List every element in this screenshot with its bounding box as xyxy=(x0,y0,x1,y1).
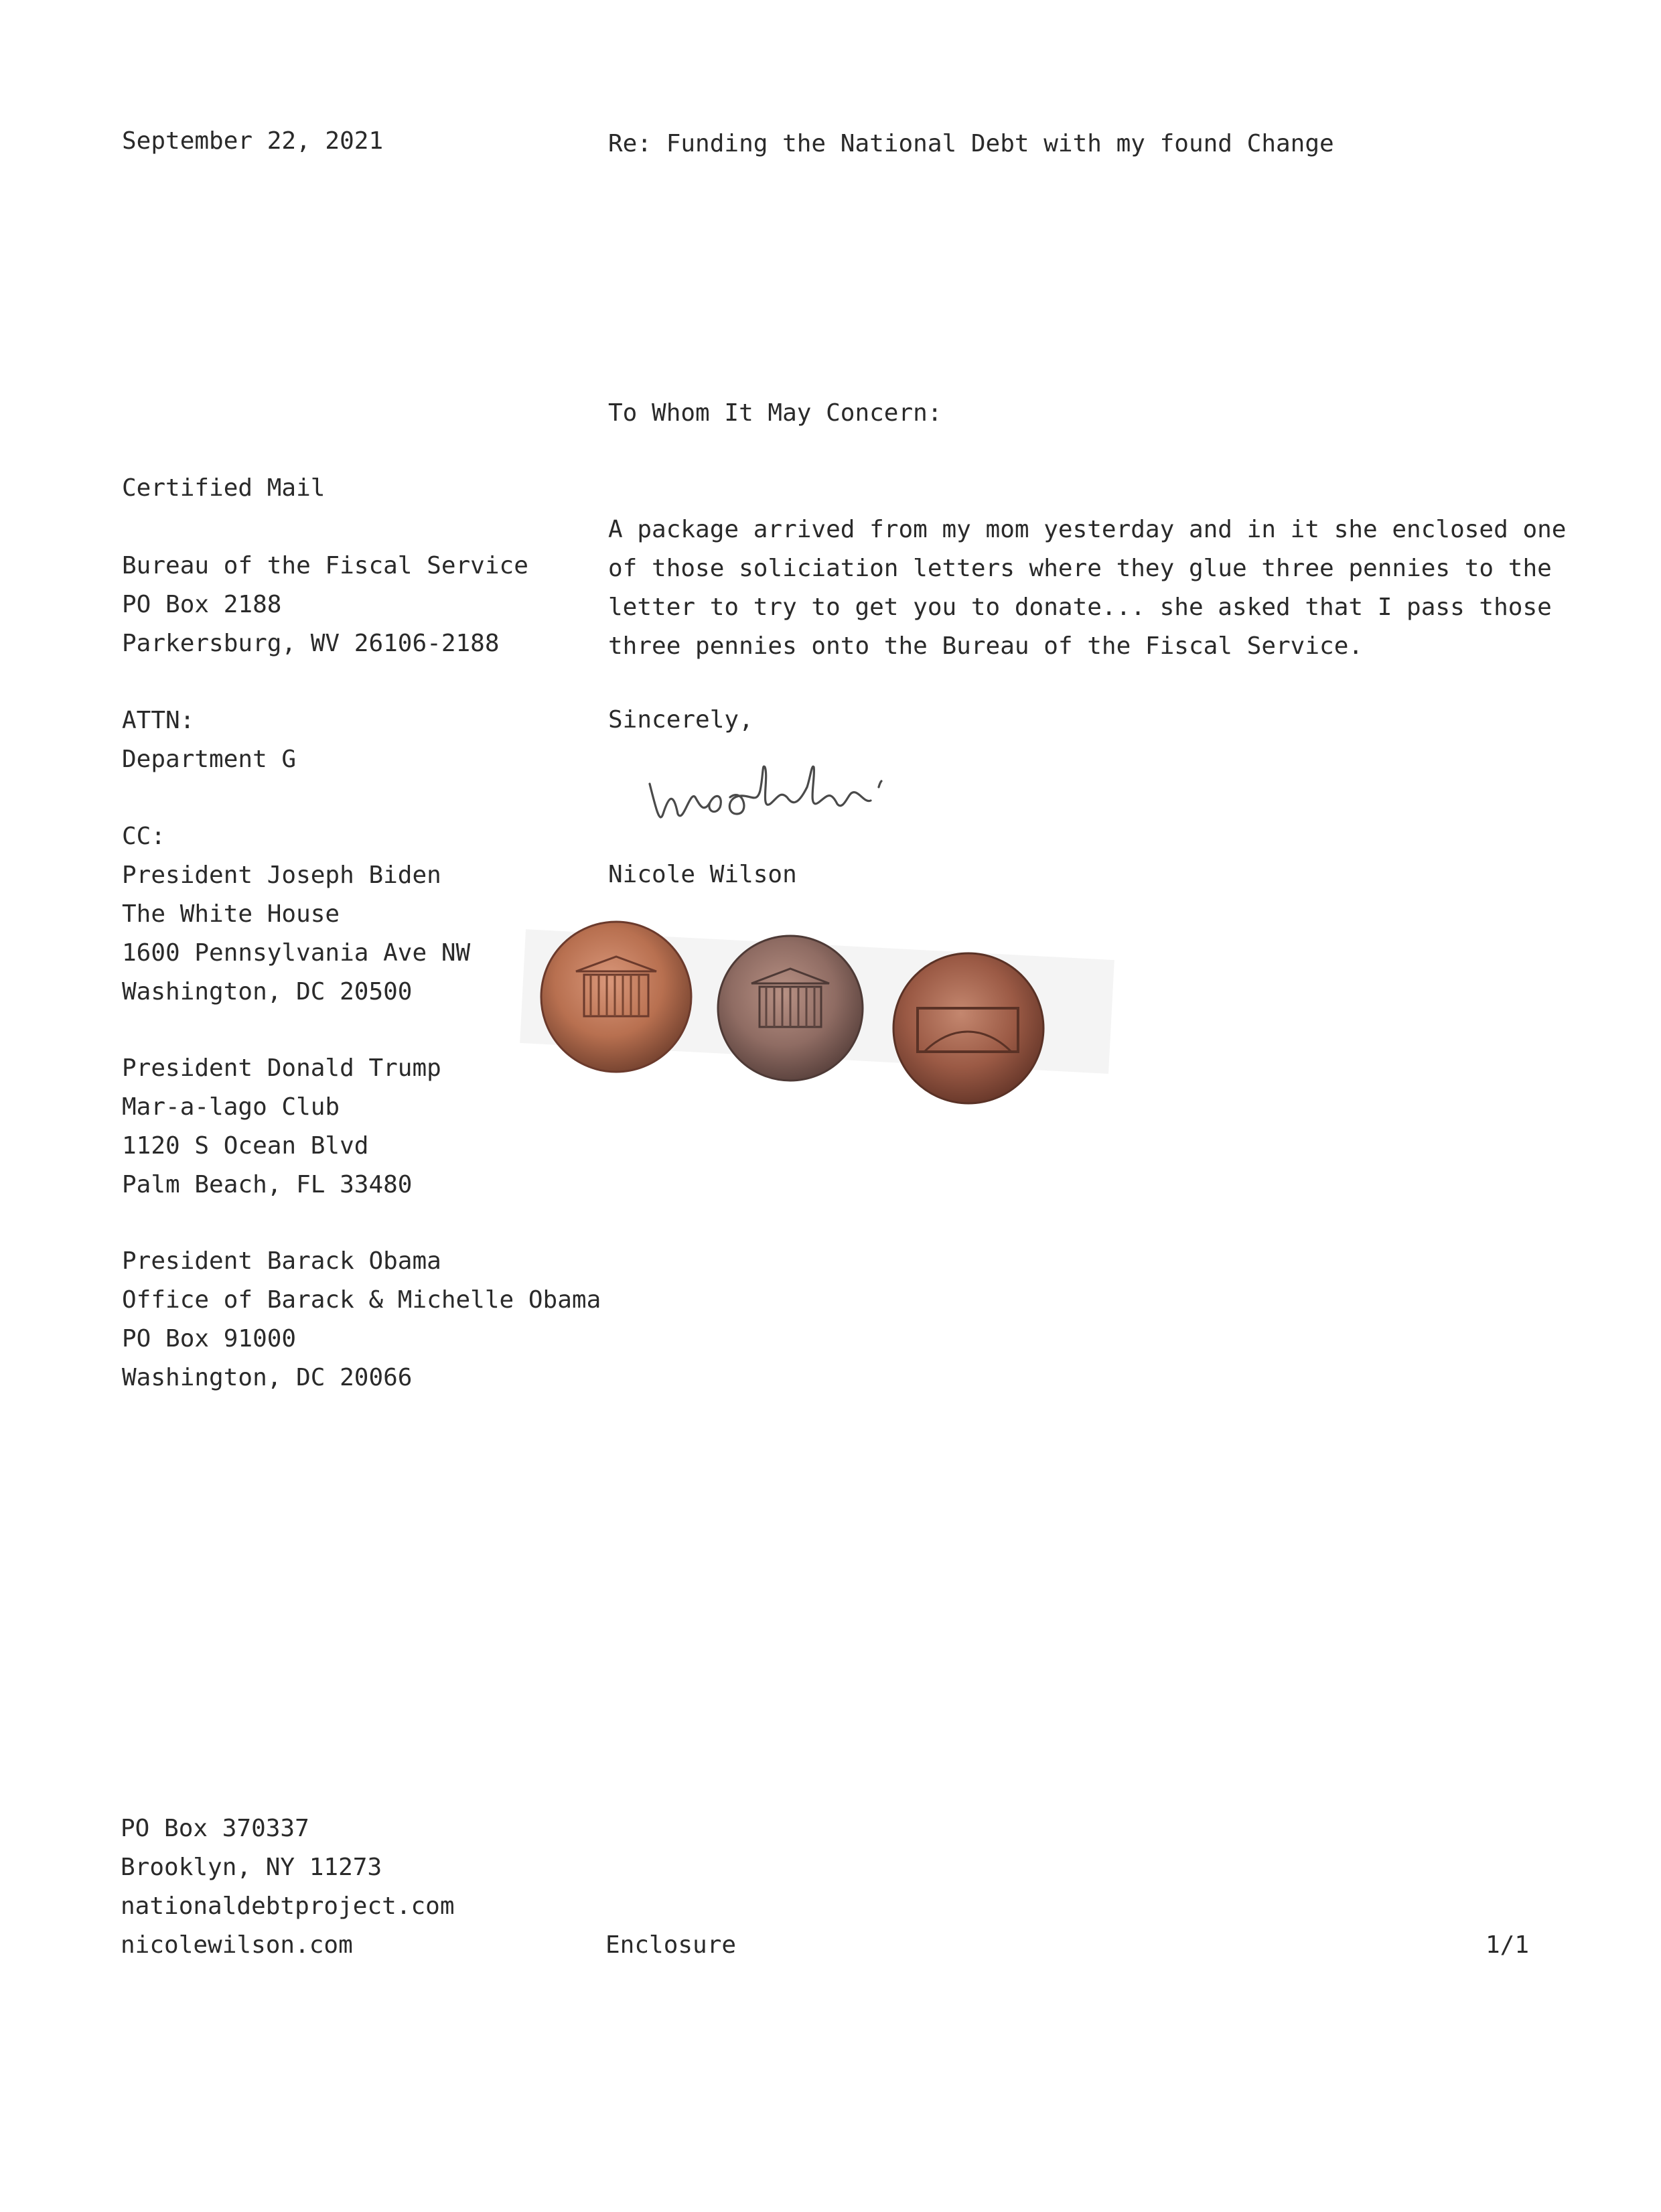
handwritten-signature xyxy=(643,750,991,844)
body-line: three pennies onto the Bureau of the Fiscal Service. xyxy=(608,632,1364,660)
subject-line: Re: Funding the National Debt with my found Change xyxy=(608,130,1334,157)
salutation: To Whom It May Concern: xyxy=(608,399,942,427)
enclosure-note: Enclosure xyxy=(605,1931,737,1959)
cc-obama xyxy=(122,1242,601,1397)
recipient-address xyxy=(122,547,528,663)
recipient-line: PO Box 2188 xyxy=(122,591,282,618)
cc-trump xyxy=(122,1049,441,1204)
cc-line: Washington, DC 20500 xyxy=(122,978,413,1006)
attn-label: ATTN: xyxy=(122,707,195,734)
sender-line: PO Box 370337 xyxy=(121,1815,309,1842)
penny-coin xyxy=(541,922,691,1072)
cc-line: President Joseph Biden xyxy=(122,861,441,889)
cc-block xyxy=(122,817,470,1012)
penny-coin xyxy=(718,936,863,1081)
recipient-line: Parkersburg, WV 26106-2188 xyxy=(122,630,500,657)
body-line: of those soliciation letters where they glue three pennies to the xyxy=(608,555,1552,582)
page-number: 1/1 xyxy=(1486,1931,1530,1959)
cc-label: CC: xyxy=(122,823,166,850)
cc-line: Washington, DC 20066 xyxy=(122,1364,413,1391)
signer-name: Nicole Wilson xyxy=(608,861,797,888)
letter-date: September 22, 2021 xyxy=(122,127,384,155)
cc-line: 1600 Pennsylvania Ave NW xyxy=(122,939,471,967)
cc-line: Palm Beach, FL 33480 xyxy=(122,1171,413,1198)
sender-link[interactable]: nationaldebtproject.com xyxy=(121,1892,455,1920)
recipient-line: Bureau of the Fiscal Service xyxy=(122,552,528,579)
sender-link[interactable]: nicolewilson.com xyxy=(121,1931,353,1959)
certified-mail-label: Certified Mail xyxy=(122,474,326,502)
cc-line: President Barack Obama xyxy=(122,1247,441,1275)
cc-line: President Donald Trump xyxy=(122,1054,441,1082)
cc-line: Office of Barack & Michelle Obama xyxy=(122,1286,601,1314)
cc-line: Mar-a-lago Club xyxy=(122,1093,340,1121)
body-line: letter to try to get you to donate... she asked that I pass those xyxy=(608,594,1552,621)
attn-department: Department G xyxy=(122,746,297,773)
cc-line: PO Box 91000 xyxy=(122,1325,297,1353)
cc-line: 1120 S Ocean Blvd xyxy=(122,1132,369,1160)
sender-address xyxy=(121,1809,455,1965)
body-line: A package arrived from my mom yesterday and in it she enclosed one xyxy=(608,516,1567,543)
cc-line: The White House xyxy=(122,900,340,928)
penny-coin xyxy=(893,953,1043,1103)
taped-pennies xyxy=(509,898,1125,1119)
letter-body xyxy=(608,510,1566,666)
attention-block xyxy=(122,701,296,779)
closing: Sincerely, xyxy=(608,706,753,734)
sender-line: Brooklyn, NY 11273 xyxy=(121,1854,382,1881)
